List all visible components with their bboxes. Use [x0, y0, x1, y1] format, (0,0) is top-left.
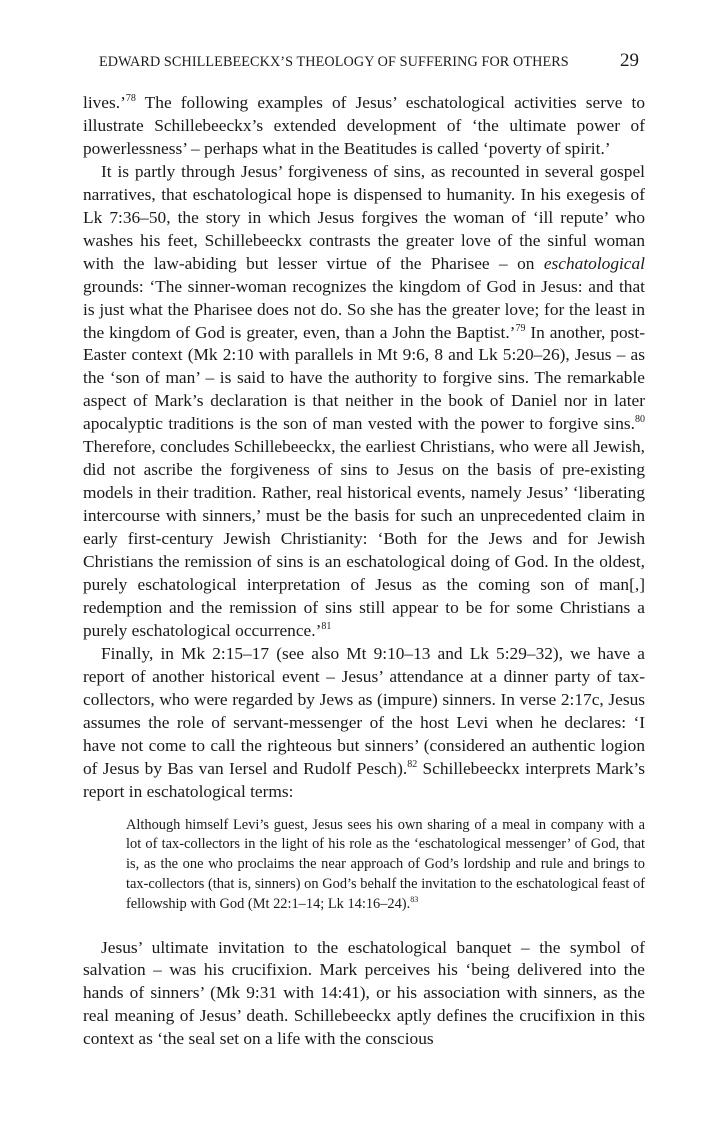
footnote-marker-82: 82 [407, 758, 418, 770]
running-header [83, 50, 645, 84]
footnote-marker-79: 79 [515, 322, 526, 334]
quote-text: Although himself Levi’s guest, Jesus sees his own sharing of a meal in company with a lot of tax-collectors in the light of his role as the ‘eschatological messenger’ of God, that is, as the one who proclaims the near approach of God’s lordship and rule and brings to tax-collectors (that is, sinners) on God’s behalf the invitation to the eschatological feast of fellowship with God (Mt 22:1–14; Lk 14:16–24). [126, 816, 645, 912]
text-run: Schillebeeckx interprets Mark’s report in eschatological terms: [83, 758, 645, 801]
text-run: The following examples of Jesus’ eschatological activities serve to illustrate Schillebeeckx’s extended development of ‘the ultimate power of powerlessness’ – perhaps what in the Beatitudes is called ‘poverty of spirit.’ [83, 93, 645, 158]
text-run: lives.’ [83, 93, 126, 112]
paragraph-1 [83, 92, 645, 161]
emphasis: eschatological [543, 253, 645, 273]
text-run: It is partly through Jesus’ forgiveness of sins, as recounted in several gospel narratives, that eschatological hope is dispensed to humanity. In his exegesis of Lk 7:36–50, the story in which Jesus forgives the woman of ‘ill repute’ who washes his feet, Schillebeeckx contrasts the greater love of the sinful woman with the law-abiding but lesser virtue of the Pharisee – on [83, 161, 645, 273]
footnote-marker-81: 81 [321, 621, 332, 633]
footnote-marker-83: 83 [410, 894, 419, 904]
text-run: In another, post-Easter context (Mk 2:10 with parallels in Mt 9:6, 8 and Lk 5:20–26), Jesus – as the ‘son of man’ – is said to have the authority to forgive sins. The remarkable aspect of Mark’s declaration is that neither in the book of Daniel nor in later apocalyptic traditions is the son of man vested with the power to forgive sins. [83, 322, 645, 434]
running-title: EDWARD SCHILLEBEECKX’S THEOLOGY OF SUFFERING FOR OTHERS [99, 54, 569, 70]
text-run: Therefore, concludes Schillebeeckx, the earliest Christians, who were all Jewish, did not ascribe the forgiveness of sins to Jesus on the basis of pre-existing models in their tradition. Rather, real historical events, namely Jesus’ ‘liberating intercourse with sinners,’ must be the basis for such an unprecedented claim in early first-century Jewish Christianity: ‘Both for the Jews and for Jewish Christians the remission of sins is an eschatological doing of God. In the oldest, purely eschatological interpretation of Jesus as the coming son of man[,] redemption and the remission of sins still appear to be for some Christians a purely eschatological occurrence.’ [83, 437, 645, 640]
body-text [83, 92, 645, 1051]
paragraph-2 [83, 161, 645, 643]
paragraph-4 [83, 937, 645, 1052]
block-quote [126, 816, 645, 915]
footnote-marker-80: 80 [635, 414, 645, 426]
text-run: Jesus’ ultimate invitation to the eschatological banquet – the symbol of salvation – was his crucifixion. Mark perceives his ‘being delivered into the hands of sinners’ (Mk 9:31 with 14:41), or his association with sinners, as the real meaning of Jesus’ death. Schillebeeckx aptly defines the crucifixion in this context as ‘the seal set on a life with the conscious [83, 937, 645, 1049]
text-run: Finally, in Mk 2:15–17 (see also Mt 9:10–13 and Lk 5:29–32), we have a report of another historical event – Jesus’ attendance at a dinner party of tax-collectors, who were regarded by Jews as (impure) sinners. In verse 2:17c, Jesus assumes the role of servant-messenger of the host Levi when he declares: ‘I have not come to call the righteous but sinners’ (considered an authentic logion of Jesus by Bas van Iersel and Rudolf Pesch). [83, 643, 645, 778]
page-number: 29 [620, 50, 639, 71]
paragraph-3 [83, 643, 645, 804]
footnote-marker-78: 78 [125, 93, 136, 105]
text-run: grounds: ‘The sinner-woman recognizes the kingdom of God in Jesus: and that is just what the Pharisee does not do. So she has the greater love; for the least in the kingdom of God is greater, even, than a John the Baptist.’ [83, 276, 645, 342]
